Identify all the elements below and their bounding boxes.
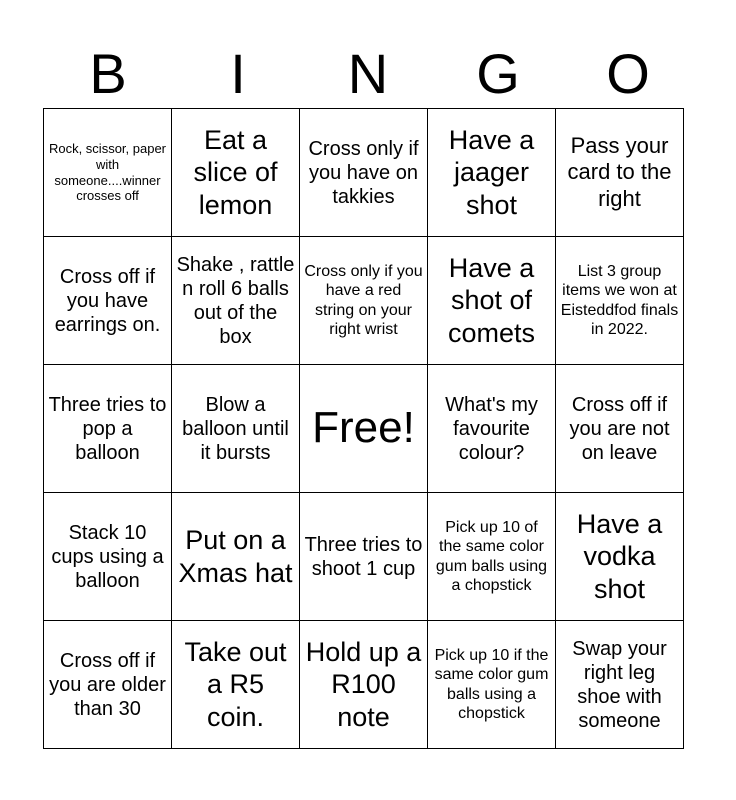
board-row-2 bbox=[44, 237, 684, 365]
bingo-cell-i4[interactable]: Put on a Xmas hat bbox=[172, 493, 300, 621]
bingo-cell-o1[interactable]: Pass your card to the right bbox=[556, 109, 684, 237]
header-letter-n: N bbox=[347, 42, 389, 105]
bingo-cell-o4[interactable]: Have a vodka shot bbox=[556, 493, 684, 621]
bingo-cell-b3[interactable]: Three tries to pop a balloon bbox=[44, 365, 172, 493]
bingo-cell-g2[interactable]: Have a shot of comets bbox=[428, 237, 556, 365]
bingo-cell-o5[interactable]: Swap your right leg shoe with someone bbox=[556, 621, 684, 749]
bingo-cell-i2[interactable]: Shake , rattle n roll 6 balls out of the box bbox=[172, 237, 300, 365]
bingo-header bbox=[43, 40, 693, 108]
bingo-cell-n4[interactable]: Three tries to shoot 1 cup bbox=[300, 493, 428, 621]
bingo-cell-o2[interactable]: List 3 group items we won at Eisteddfod finals in 2022. bbox=[556, 237, 684, 365]
bingo-cell-n5[interactable]: Hold up a R100 note bbox=[300, 621, 428, 749]
bingo-cell-b4[interactable]: Stack 10 cups using a balloon bbox=[44, 493, 172, 621]
bingo-cell-g1[interactable]: Have a jaager shot bbox=[428, 109, 556, 237]
bingo-cell-n2[interactable]: Cross only if you have a red string on your right wrist bbox=[300, 237, 428, 365]
bingo-cell-o3[interactable]: Cross off if you are not on leave bbox=[556, 365, 684, 493]
board-row-3 bbox=[44, 365, 684, 493]
bingo-cell-i3[interactable]: Blow a balloon until it bursts bbox=[172, 365, 300, 493]
bingo-cell-g5[interactable]: Pick up 10 if the same color gum balls using a chopstick bbox=[428, 621, 556, 749]
bingo-board bbox=[43, 108, 684, 749]
header-letter-o: O bbox=[606, 42, 650, 105]
bingo-cell-b1[interactable]: Rock, scissor, paper with someone....winner crosses off bbox=[44, 109, 172, 237]
bingo-cell-b5[interactable]: Cross off if you are older than 30 bbox=[44, 621, 172, 749]
header-letter-g: G bbox=[476, 42, 520, 105]
board-row-1 bbox=[44, 109, 684, 237]
bingo-cell-i1[interactable]: Eat a slice of lemon bbox=[172, 109, 300, 237]
header-letter-i: I bbox=[230, 42, 246, 105]
free-space[interactable]: Free! bbox=[300, 365, 428, 493]
bingo-cell-n1[interactable]: Cross only if you have on takkies bbox=[300, 109, 428, 237]
bingo-cell-g3[interactable]: What's my favourite colour? bbox=[428, 365, 556, 493]
bingo-cell-i5[interactable]: Take out a R5 coin. bbox=[172, 621, 300, 749]
header-letter-b: B bbox=[89, 42, 127, 105]
bingo-cell-b2[interactable]: Cross off if you have earrings on. bbox=[44, 237, 172, 365]
bingo-cell-g4[interactable]: Pick up 10 of the same color gum balls using a chopstick bbox=[428, 493, 556, 621]
board-row-4 bbox=[44, 493, 684, 621]
board-row-5 bbox=[44, 621, 684, 749]
